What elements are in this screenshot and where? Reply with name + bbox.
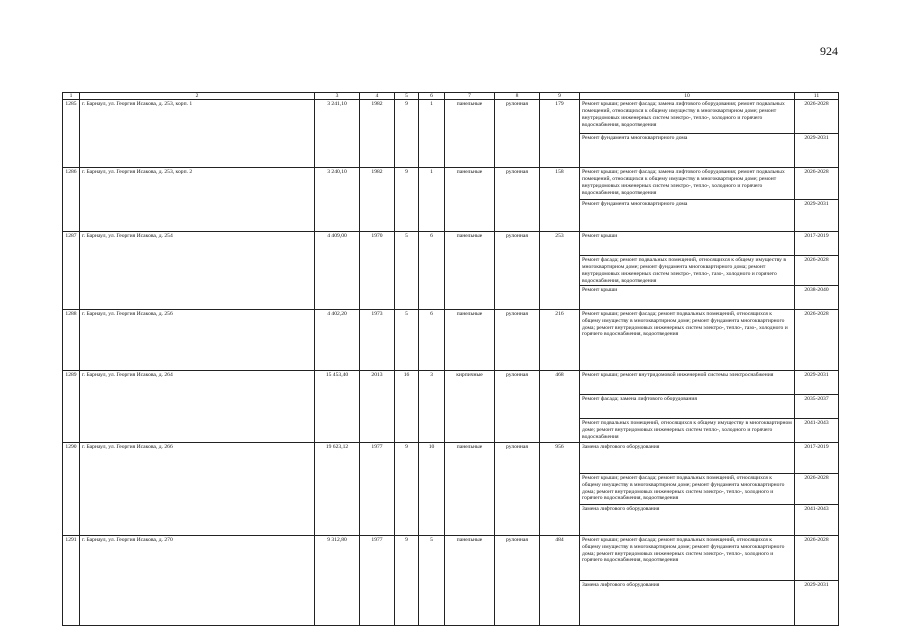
floors-cell: 16: [395, 371, 419, 443]
entrances-cell: 1: [419, 168, 445, 232]
work-description-cell: Ремонт крыши: [580, 232, 795, 256]
work-period-cell: 2041-2043: [795, 505, 839, 536]
year-cell: 1982: [360, 100, 395, 168]
work-description-cell: Ремонт крыши; ремонт фасада; замена лифтового оборудования; ремонт подвальных помещений, относящихся к общему имуществу в многоквартирном доме; ремонт внутридомовых инженерных систем электро-, тепло-, холодного и горячего водоснабжения, водоотведения: [580, 168, 795, 200]
work-period-cell: 2038-2040: [795, 286, 839, 310]
entrances-cell: 3: [419, 371, 445, 443]
column-header: 8: [495, 93, 540, 100]
address-cell: г. Барнаул, ул. Георгия Исакова, д. 266: [80, 443, 315, 536]
table-row: [63, 310, 839, 371]
address-cell: г. Барнаул, ул. Георгия Исакова, д. 253, корп. 1: [80, 100, 315, 168]
year-cell: 1977: [360, 536, 395, 626]
entrances-cell: 10: [419, 443, 445, 536]
table-row: [63, 443, 839, 474]
column-header: 6: [419, 93, 445, 100]
row-number-cell: 1287: [63, 232, 80, 310]
area-cell: 19 623,12: [315, 443, 360, 536]
work-description-cell: Ремонт фасада; ремонт подвальных помещений, относящихся к общему имуществу в многоквартирном доме; ремонт фундамента многоквартирного дома; ремонт внутридомовых инженерных систем электро-, тепло-, газо-, холодного и горячего водоснабжения, водоотведения: [580, 256, 795, 286]
column-header: 9: [540, 93, 580, 100]
work-period-cell: 2041-2043: [795, 419, 839, 443]
wall-material-cell: панельные: [445, 100, 495, 168]
work-description-cell: Ремонт крыши; ремонт фасада; ремонт подвальных помещений, относящихся к общему имуществу в многоквартирном доме; ремонт фундамента многоквартирного дома; ремонт внутридомовых инженерных систем электро-, тепло-, холодного и горячего водоснабжения, водоотведения: [580, 474, 795, 505]
entrances-cell: 5: [419, 536, 445, 626]
work-period-cell: 2026-2028: [795, 310, 839, 371]
work-period-cell: 2029-2031: [795, 371, 839, 395]
address-cell: г. Барнаул, ул. Георгия Исакова, д. 256: [80, 310, 315, 371]
column-header: 10: [580, 93, 795, 100]
area-cell: 9 312,80: [315, 536, 360, 626]
year-cell: 1982: [360, 168, 395, 232]
wall-material-cell: панельные: [445, 232, 495, 310]
table-row: [63, 168, 839, 200]
wall-material-cell: панельные: [445, 536, 495, 626]
row-number-cell: 1285: [63, 100, 80, 168]
work-description-cell: Замена лифтового оборудования: [580, 581, 795, 626]
address-cell: г. Барнаул, ул. Георгия Исакова, д. 264: [80, 371, 315, 443]
entrances-cell: 6: [419, 310, 445, 371]
page-number: 924: [820, 44, 838, 58]
table-row: [63, 536, 839, 581]
work-period-cell: 2026-2028: [795, 100, 839, 134]
work-description-cell: Замена лифтового оборудования: [580, 505, 795, 536]
housing-registry-table: [62, 92, 839, 626]
work-description-cell: Ремонт крыши; ремонт внутридомовой инженерной системы электроснабжения: [580, 371, 795, 395]
residents-cell: 956: [540, 443, 580, 536]
column-header: 1: [63, 93, 80, 100]
area-cell: 15 453,40: [315, 371, 360, 443]
year-cell: 1977: [360, 443, 395, 536]
residents-cell: 468: [540, 371, 580, 443]
table-row: [63, 371, 839, 395]
column-header: 5: [395, 93, 419, 100]
roof-type-cell: рулонная: [495, 310, 540, 371]
work-period-cell: 2026-2028: [795, 168, 839, 200]
wall-material-cell: панельные: [445, 443, 495, 536]
roof-type-cell: рулонная: [495, 536, 540, 626]
roof-type-cell: рулонная: [495, 232, 540, 310]
work-period-cell: 2026-2028: [795, 256, 839, 286]
column-header: 2: [80, 93, 315, 100]
column-header: 3: [315, 93, 360, 100]
column-header: 4: [360, 93, 395, 100]
floors-cell: 5: [395, 310, 419, 371]
work-description-cell: Ремонт фасада; замена лифтового оборудования: [580, 395, 795, 419]
residents-cell: 158: [540, 168, 580, 232]
entrances-cell: 1: [419, 100, 445, 168]
floors-cell: 9: [395, 168, 419, 232]
address-cell: г. Барнаул, ул. Георгия Исакова, д. 253, корп. 2: [80, 168, 315, 232]
entrances-cell: 6: [419, 232, 445, 310]
roof-type-cell: рулонная: [495, 371, 540, 443]
row-number-cell: 1288: [63, 310, 80, 371]
area-cell: 3 240,10: [315, 168, 360, 232]
residents-cell: 216: [540, 310, 580, 371]
floors-cell: 5: [395, 232, 419, 310]
residents-cell: 253: [540, 232, 580, 310]
year-cell: 1970: [360, 232, 395, 310]
address-cell: г. Барнаул, ул. Георгия Исакова, д. 254: [80, 232, 315, 310]
row-number-cell: 1286: [63, 168, 80, 232]
area-cell: 4 409,00: [315, 232, 360, 310]
roof-type-cell: рулонная: [495, 100, 540, 168]
area-cell: 4 402,20: [315, 310, 360, 371]
work-period-cell: 2017-2019: [795, 232, 839, 256]
roof-type-cell: рулонная: [495, 443, 540, 536]
work-description-cell: Ремонт крыши; ремонт фасада; ремонт подвальных помещений, относящихся к общему имуществу в многоквартирном доме; ремонт фундамента многоквартирного дома; ремонт внутридомовых инженерных систем электро-, тепло-, холодного и горячего водоснабжения, водоотведения: [580, 536, 795, 581]
work-description-cell: Ремонт крыши: [580, 286, 795, 310]
roof-type-cell: рулонная: [495, 168, 540, 232]
table-row: [63, 100, 839, 134]
address-cell: г. Барнаул, ул. Георгия Исакова, д. 270: [80, 536, 315, 626]
year-cell: 2013: [360, 371, 395, 443]
row-number-cell: 1290: [63, 443, 80, 536]
work-period-cell: 2029-2031: [795, 200, 839, 232]
work-period-cell: 2026-2028: [795, 474, 839, 505]
wall-material-cell: кирпичные: [445, 371, 495, 443]
work-description-cell: Ремонт подвальных помещений, относящихся к общему имуществу в многоквартирном доме; ремонт внутридомовых инженерных систем тепло-, холодного и горячего водоснабжения: [580, 419, 795, 443]
floors-cell: 9: [395, 443, 419, 536]
work-description-cell: Ремонт крыши; ремонт фасада; ремонт подвальных помещений, относящихся к общему имуществу в многоквартирном доме; ремонт фундамента многоквартирного дома; ремонт внутридомовых инженерных систем электро-, тепло-, газо-, холодного и горячего водоснабжения, водоотведения: [580, 310, 795, 371]
row-number-cell: 1289: [63, 371, 80, 443]
column-header: 11: [795, 93, 839, 100]
work-description-cell: Ремонт фундамента многоквартирного дома: [580, 134, 795, 168]
work-period-cell: 2029-2031: [795, 581, 839, 626]
area-cell: 3 241,10: [315, 100, 360, 168]
wall-material-cell: панельные: [445, 168, 495, 232]
work-period-cell: 2029-2031: [795, 134, 839, 168]
work-period-cell: 2035-2037: [795, 395, 839, 419]
table-header: [63, 93, 839, 100]
work-description-cell: Ремонт крыши; ремонт фасада; замена лифтового оборудования; ремонт подвальных помещений, относящихся к общему имуществу в многоквартирном доме; ремонт внутридомовых инженерных систем электро-, тепло-, холодного и горячего водоснабжения, водоотведения: [580, 100, 795, 134]
floors-cell: 9: [395, 100, 419, 168]
floors-cell: 9: [395, 536, 419, 626]
residents-cell: 484: [540, 536, 580, 626]
table-body: [63, 100, 839, 626]
work-period-cell: 2017-2019: [795, 443, 839, 474]
year-cell: 1973: [360, 310, 395, 371]
work-description-cell: Ремонт фундамента многоквартирного дома: [580, 200, 795, 232]
work-period-cell: 2026-2028: [795, 536, 839, 581]
table-row: [63, 232, 839, 256]
row-number-cell: 1291: [63, 536, 80, 626]
work-description-cell: Замена лифтового оборудования: [580, 443, 795, 474]
column-header: 7: [445, 93, 495, 100]
wall-material-cell: панельные: [445, 310, 495, 371]
residents-cell: 179: [540, 100, 580, 168]
